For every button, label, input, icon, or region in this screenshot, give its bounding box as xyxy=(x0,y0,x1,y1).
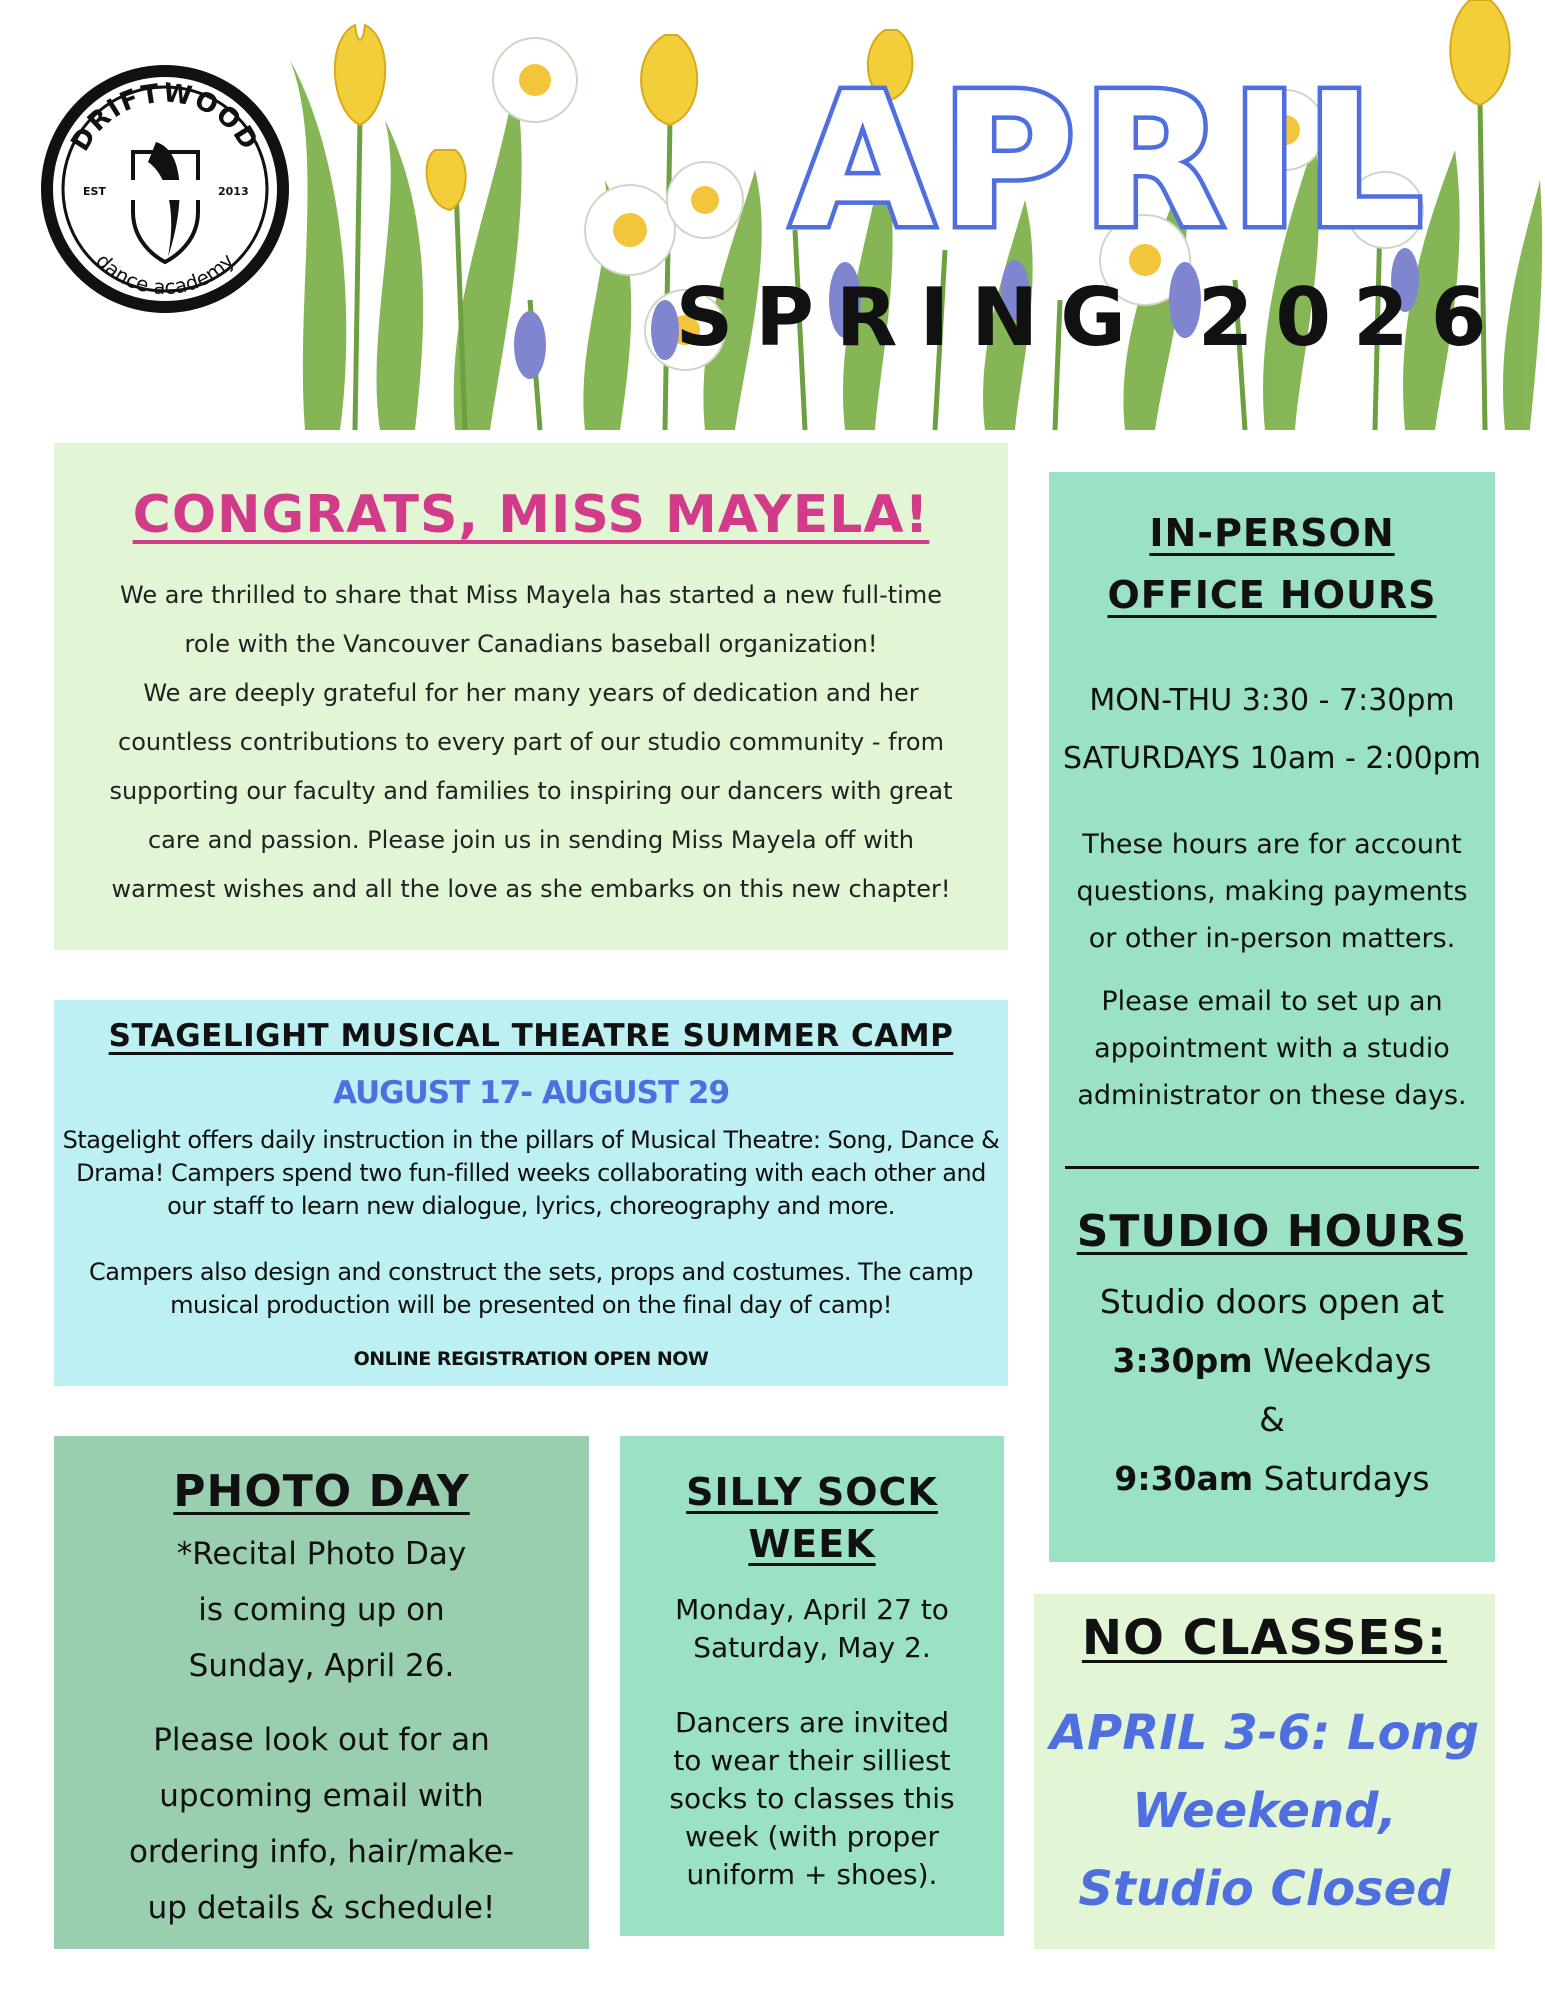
office-hours-times xyxy=(1049,672,1495,788)
office-hours-email-note xyxy=(1049,978,1495,1119)
sock-line: Monday, April 27 to xyxy=(675,1593,949,1626)
photo-line: is coming up on xyxy=(198,1592,445,1628)
studio-weekday-time: 3:30pm xyxy=(1112,1341,1253,1380)
logo-name: DRIFTWOOD xyxy=(65,77,265,157)
office-note-line: These hours are for account xyxy=(1082,829,1462,860)
camp-description xyxy=(54,1124,1008,1223)
camp-dates: AUGUST 17- AUGUST 29 xyxy=(332,1075,730,1111)
silly-sock-details xyxy=(620,1704,1004,1894)
office-hours-line: SATURDAYS 10am - 2:00pm xyxy=(1063,741,1481,776)
silly-sock-title-line: WEEK xyxy=(748,1522,876,1566)
logo-subtitle: dance academy xyxy=(91,248,239,300)
summer-camp-section xyxy=(54,1000,1008,1386)
photo-line: up details & schedule! xyxy=(147,1890,496,1926)
logo-year: 2013 xyxy=(218,185,249,198)
month-title xyxy=(790,53,1430,269)
photo-line: Sunday, April 26. xyxy=(188,1648,455,1684)
camp-title: STAGELIGHT MUSICAL THEATRE SUMMER CAMP xyxy=(108,1018,954,1054)
office-hours-title xyxy=(1049,502,1495,626)
camp-line: Drama! Campers spend two fun-filled weeks collaborating with each other and xyxy=(76,1159,986,1187)
studio-saturday-time: 9:30am xyxy=(1114,1459,1254,1498)
sock-line: Dancers are invited xyxy=(674,1706,950,1739)
congrats-line: warmest wishes and all the love as she embarks on this new chapter! xyxy=(111,875,951,903)
no-classes-line: APRIL 3-6: Long xyxy=(1049,1705,1480,1761)
no-classes-line: Studio Closed xyxy=(1078,1861,1451,1917)
congrats-title: CONGRATS, MISS MAYELA! xyxy=(132,485,930,545)
photo-day-date xyxy=(54,1526,589,1694)
sock-line: uniform + shoes). xyxy=(686,1858,938,1891)
sock-line: socks to classes this xyxy=(669,1782,955,1815)
photo-line: *Recital Photo Day xyxy=(176,1536,467,1572)
congrats-line: We are deeply grateful for her many years of dedication and her xyxy=(143,679,919,707)
camp-description-2 xyxy=(54,1256,1008,1322)
sock-line: Saturday, May 2. xyxy=(693,1631,931,1664)
photo-line: Please look out for an xyxy=(153,1722,490,1758)
silly-sock-dates xyxy=(620,1591,1004,1667)
office-hours-note xyxy=(1049,821,1495,962)
silly-sock-section xyxy=(620,1436,1004,1936)
camp-line: Campers also design and construct the sets, props and costumes. The camp xyxy=(89,1258,973,1286)
no-classes-title: NO CLASSES: xyxy=(1081,1610,1448,1666)
driftwood-logo xyxy=(38,62,292,316)
congrats-line: supporting our faculty and families to inspiring our dancers with great xyxy=(109,777,953,805)
congrats-line: role with the Vancouver Canadians baseball organization! xyxy=(184,630,878,658)
studio-amp: & xyxy=(1259,1400,1285,1439)
office-title-line: OFFICE HOURS xyxy=(1107,573,1437,617)
photo-day-section xyxy=(54,1436,589,1949)
studio-hours-title: STUDIO HOURS xyxy=(1076,1206,1468,1257)
office-note-line: Please email to set up an xyxy=(1101,986,1443,1017)
office-note-line: appointment with a studio xyxy=(1094,1033,1450,1064)
season-subtitle xyxy=(675,270,1509,364)
congrats-body xyxy=(54,571,1008,914)
studio-saturday xyxy=(1049,1449,1495,1508)
congrats-line: care and passion. Please join us in sending Miss Mayela off with xyxy=(147,826,915,854)
office-hours-section xyxy=(1049,472,1495,1562)
studio-intro: Studio doors open at xyxy=(1099,1282,1445,1321)
studio-weekday xyxy=(1049,1331,1495,1390)
no-classes-details xyxy=(1034,1694,1495,1928)
office-title-line: IN-PERSON xyxy=(1149,511,1395,555)
office-note-line: or other in-person matters. xyxy=(1088,923,1456,954)
photo-day-title: PHOTO DAY xyxy=(173,1466,470,1517)
svg-text:SPRING 2026: SPRING 2026 xyxy=(675,271,1509,364)
camp-line: our staff to learn new dialogue, lyrics, choreography and more. xyxy=(167,1192,895,1220)
studio-weekday-label: Weekdays xyxy=(1252,1341,1432,1380)
logo-est: EST xyxy=(83,185,106,198)
office-hours-line: MON-THU 3:30 - 7:30pm xyxy=(1089,683,1455,718)
camp-line: Stagelight offers daily instruction in the pillars of Musical Theatre: Song, Dance & xyxy=(62,1126,1000,1154)
section-divider xyxy=(1065,1166,1479,1169)
silly-sock-title-line: SILLY SOCK xyxy=(686,1470,938,1514)
congrats-line: We are thrilled to share that Miss Mayela has started a new full-time xyxy=(120,581,942,609)
photo-day-info xyxy=(54,1712,589,1936)
camp-registration: ONLINE REGISTRATION OPEN NOW xyxy=(353,1348,709,1370)
camp-line: musical production will be presented on the final day of camp! xyxy=(170,1291,892,1319)
office-note-line: administrator on these days. xyxy=(1077,1080,1467,1111)
svg-text:APRIL: APRIL xyxy=(791,53,1429,269)
sock-line: to wear their silliest xyxy=(673,1744,951,1777)
photo-line: upcoming email with xyxy=(159,1778,484,1814)
studio-saturday-label: Saturdays xyxy=(1253,1459,1430,1498)
no-classes-section xyxy=(1034,1594,1495,1949)
photo-line: ordering info, hair/make- xyxy=(128,1834,515,1870)
silly-sock-title xyxy=(620,1466,1004,1570)
no-classes-line: Weekend, xyxy=(1132,1783,1397,1839)
office-note-line: questions, making payments xyxy=(1076,876,1468,907)
studio-hours-details xyxy=(1049,1272,1495,1508)
sock-line: week (with proper xyxy=(684,1820,939,1853)
congrats-section xyxy=(54,443,1008,950)
congrats-line: countless contributions to every part of our studio community - from xyxy=(118,728,944,756)
